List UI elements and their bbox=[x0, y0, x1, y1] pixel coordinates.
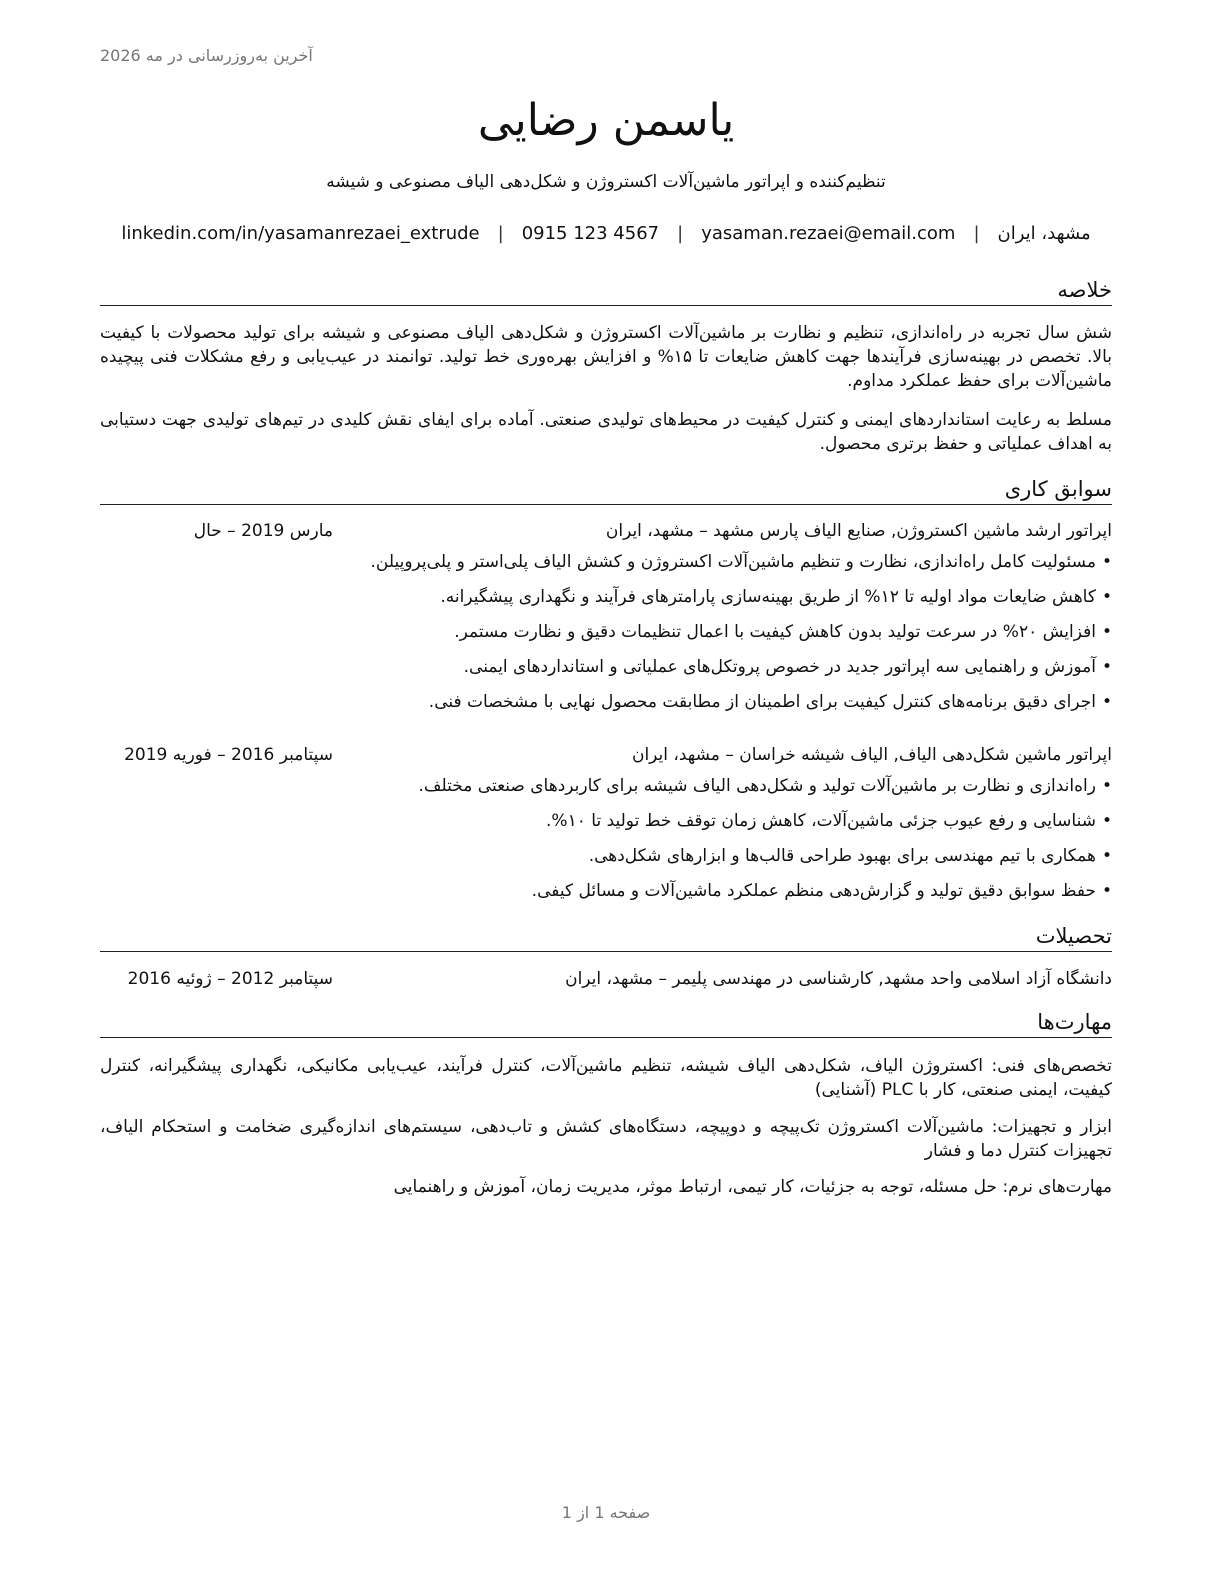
contact-separator: | bbox=[497, 223, 504, 244]
job-bullets bbox=[100, 550, 1112, 725]
page-number: صفحه 1 از 1 bbox=[561, 1503, 651, 1522]
job-dates: سپتامبر 2016 – فوریه 2019 bbox=[124, 745, 333, 765]
summary-heading: خلاصه bbox=[100, 277, 1112, 306]
contact-linkedin[interactable]: linkedin.com/in/yasamanrezaei_extrude bbox=[121, 223, 480, 244]
summary-paragraph: مسلط به رعایت استانداردهای ایمنی و کنترل کیفیت در محیط‌های تولیدی صنعتی. آماده برای ایفای نقش کلیدی در تیم‌های تولیدی جهت دستیابی به اهداف عملیاتی و حفظ برتری محصول. bbox=[100, 410, 1112, 454]
contact-separator: | bbox=[677, 223, 684, 244]
education-title: دانشگاه آزاد اسلامی واحد مشهد, کارشناسی در مهندسی پلیمر – مشهد، ایران bbox=[565, 969, 1112, 989]
experience-heading: سوابق کاری bbox=[100, 476, 1112, 505]
list-item: • حفظ سوابق دقیق تولید و گزارش‌دهی منظم عملکرد ماشین‌آلات و مسائل کیفی. bbox=[100, 879, 1112, 914]
contact-line bbox=[100, 223, 1112, 244]
education-heading: تحصیلات bbox=[100, 923, 1112, 952]
list-item: • همکاری با تیم مهندسی برای بهبود طراحی قالب‌ها و ابزارهای شکل‌دهی. bbox=[100, 844, 1112, 879]
skill-item: ابزار و تجهیزات: ماشین‌آلات اکستروژن تک‌پیچه و دوپیچه، دستگاه‌های کشش و تاب‌دهی، سیستم‌های اندازه‌گیری ضخامت و استحکام الیاف، تجهیزات کنترل دما و فشار bbox=[100, 1117, 1112, 1161]
list-item: • شناسایی و رفع عیوب جزئی ماشین‌آلات، کاهش زمان توقف خط تولید تا ۱۰%. bbox=[100, 809, 1112, 844]
job-bullets bbox=[100, 774, 1112, 914]
contact-email[interactable]: yasaman.rezaei@email.com bbox=[701, 223, 956, 244]
skills-heading: مهارت‌ها bbox=[100, 1009, 1112, 1038]
list-item: • آموزش و راهنمایی سه اپراتور جدید در خصوص پروتکل‌های عملیاتی و استانداردهای ایمنی. bbox=[100, 655, 1112, 690]
job-title: اپراتور ارشد ماشین اکستروژن, صنایع الیاف پارس مشهد – مشهد، ایران bbox=[605, 521, 1112, 541]
list-item: • راه‌اندازی و نظارت بر ماشین‌آلات تولید و شکل‌دهی الیاف شیشه برای کاربردهای صنعتی مختلف. bbox=[100, 774, 1112, 809]
skill-item: مهارت‌های نرم: حل مسئله، توجه به جزئیات، کار تیمی، ارتباط موثر، مدیریت زمان، آموزش و راهنمایی bbox=[393, 1177, 1112, 1197]
contact-location: مشهد، ایران bbox=[997, 223, 1091, 244]
skill-item: تخصص‌های فنی: اکستروژن الیاف، شکل‌دهی الیاف شیشه، تنظیم ماشین‌آلات، کنترل فرآیند، عیب‌یابی مکانیکی، نگهداری پیشگیرانه، کنترل کیفیت، ایمنی صنعتی، کار با PLC (آشنایی) bbox=[100, 1056, 1112, 1100]
resume-page bbox=[100, 0, 1112, 1584]
job-title: اپراتور ماشین شکل‌دهی الیاف, الیاف شیشه خراسان – مشهد، ایران bbox=[631, 745, 1112, 765]
list-item: • مسئولیت کامل راه‌اندازی، نظارت و تنظیم ماشین‌آلات اکستروژن و کشش الیاف پلی‌استر و پلی‌پروپیلن. bbox=[100, 550, 1112, 585]
job-subtitle: تنظیم‌کننده و اپراتور ماشین‌آلات اکستروژن و شکل‌دهی الیاف مصنوعی و شیشه bbox=[326, 172, 886, 192]
candidate-name: یاسمن رضایی bbox=[477, 95, 735, 146]
education-dates: سپتامبر 2012 – ژوئیه 2016 bbox=[127, 969, 333, 989]
list-item: • اجرای دقیق برنامه‌های کنترل کیفیت برای اطمینان از مطابقت محصول نهایی با مشخصات فنی. bbox=[100, 690, 1112, 725]
list-item: • کاهش ضایعات مواد اولیه تا ۱۲% از طریق بهینه‌سازی پارامترهای فرآیند و نگهداری پیشگیرانه. bbox=[100, 585, 1112, 620]
summary-paragraph: شش سال تجربه در راه‌اندازی، تنظیم و نظارت بر ماشین‌آلات اکستروژن و شکل‌دهی الیاف مصنوعی و شیشه برای تولید محصولات با کیفیت بالا. تخصص در بهینه‌سازی فرآیندها جهت کاهش ضایعات تا ۱۵% و افزایش بهره‌وری خط تولید. توانمند در عیب‌یابی و رفع مشکلات فنی پیچیده ماشین‌آلات برای حفظ عملکرد مداوم. bbox=[100, 323, 1112, 391]
contact-phone[interactable]: 0915 123 4567 bbox=[521, 223, 660, 244]
job-dates: مارس 2019 – حال bbox=[193, 521, 333, 541]
list-item: • افزایش ۲۰% در سرعت تولید بدون کاهش کیفیت با اعمال تنظیمات دقیق و نظارت مستمر. bbox=[100, 620, 1112, 655]
contact-separator: | bbox=[973, 223, 980, 244]
last-updated: آخرین به‌روزرسانی در مه 2026 bbox=[100, 46, 313, 65]
